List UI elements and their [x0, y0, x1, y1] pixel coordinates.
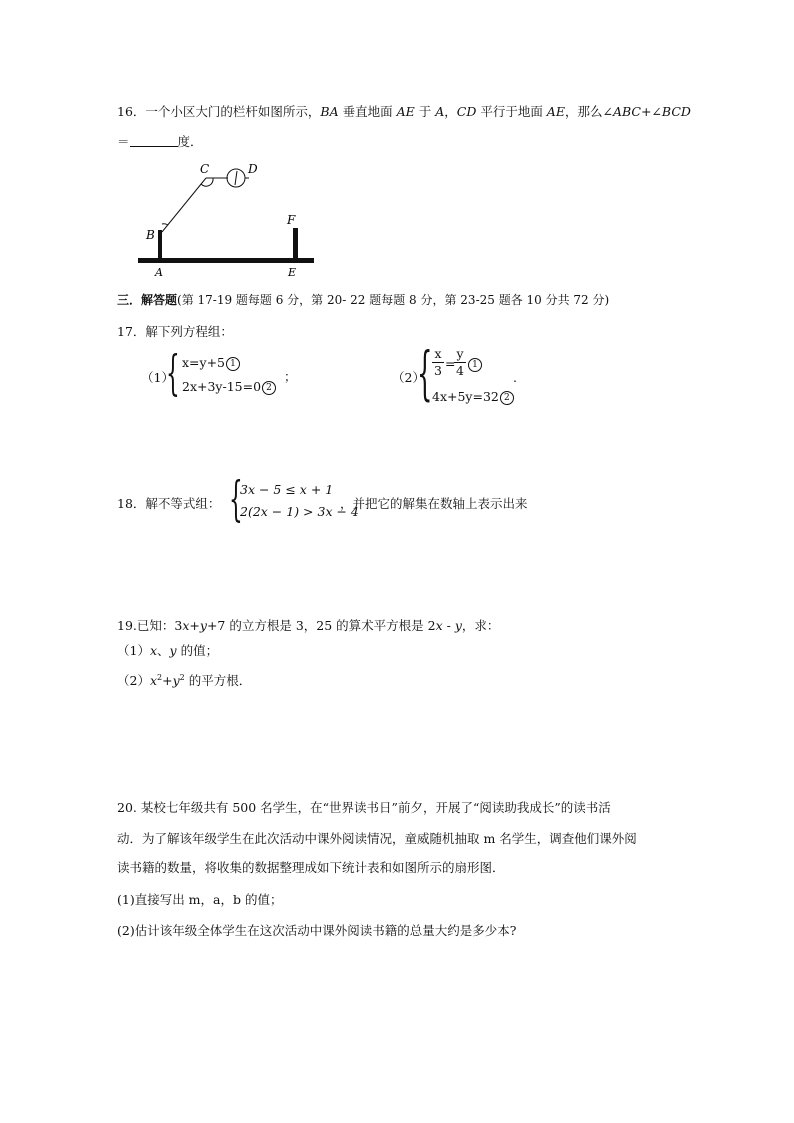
- label-c: C: [200, 162, 210, 176]
- ground-line: [138, 258, 314, 263]
- q17-p2-label: （2）: [392, 370, 425, 385]
- q19-part2: $(2)x^2+y^2$ 的平方根．: [117, 673, 252, 688]
- q20-part1: (1)直接写出 m，a，b 的值；: [117, 892, 283, 907]
- q17-p2-eq2: 4x+5y=32 2: [432, 389, 514, 405]
- q17-p2-equals: =: [445, 356, 456, 371]
- post-fe: [293, 228, 298, 260]
- q18-ineq2: 2(2x − 1) > 3x − 4: [240, 504, 359, 519]
- q16-line2: ＝ 度．: [117, 134, 203, 149]
- label-f: F: [287, 213, 296, 227]
- section-3-header: 三．解答题(第 17-19 题每题 6 分，第 20- 22 题每题 8 分，第 23-25 题各 10 分共 72 分): [117, 293, 610, 307]
- q17-p1-eq2: 2x+3y-15=0 2: [182, 379, 276, 395]
- angle-b-arc: [162, 224, 168, 225]
- q17-p1-label: （1）: [141, 370, 174, 385]
- q20-line1: 20. 某校七年级共有 500 名学生，在“世界读书日”前夕，开展了“阅读助我成长”的读书活: [117, 800, 611, 815]
- q20-line3: 读书籍的数量，将收集的数据整理成如下统计表和如图所示的扇形图．: [117, 860, 505, 875]
- post-ba: [158, 230, 162, 260]
- q18-title: 18．解不等式组：: [117, 496, 221, 511]
- q18-tail: ，并把它的解集在数轴上表示出来: [340, 496, 528, 511]
- label-e: E: [288, 266, 297, 278]
- q16-line1: 16．一个小区大门的栏杆如图所示，BA 垂直地面 AE 于 A，CD 平行于地面 AE，那么∠ABC+∠BCD: [117, 104, 691, 119]
- q17-p2-end: .: [513, 370, 517, 385]
- q17-p1-eq1: x=y+5 1: [182, 355, 240, 371]
- q17-p1-brace: {: [166, 345, 180, 401]
- q17-p2-mark1: 1: [467, 356, 482, 372]
- q17-p2-frac-x: x 3: [432, 347, 444, 378]
- q17-p2-frac-y: y 4: [454, 347, 466, 378]
- label-d: D: [248, 162, 258, 176]
- answer-blank: [130, 134, 178, 147]
- label-a: A: [155, 266, 163, 278]
- q19-stem: 19.已知：3x+y+7 的立方根是 3，25 的算术平方根是 2x - y，求：: [117, 618, 500, 633]
- gate-figure: [130, 158, 320, 278]
- rail-bc: [162, 178, 206, 232]
- q17-p1-end: ；: [284, 369, 297, 384]
- q17-p2-brace: {: [417, 339, 433, 407]
- q18-ineq1: 3x − 5 ≤ x + 1: [240, 482, 334, 497]
- label-b: B: [146, 228, 155, 242]
- q19-part1: （1）x、y 的值；: [117, 643, 219, 658]
- q20-line2: 动．为了解该年级学生在此次活动中课外阅读情况，童威随机抽取 m 名学生，调查他们课外阅: [117, 831, 637, 846]
- q18-brace: {: [229, 471, 243, 527]
- q20-part2: (2)估计该年级全体学生在这次活动中课外阅读书籍的总量大约是多少本?: [117, 923, 517, 938]
- q17-title: 17．解下列方程组：: [117, 324, 233, 339]
